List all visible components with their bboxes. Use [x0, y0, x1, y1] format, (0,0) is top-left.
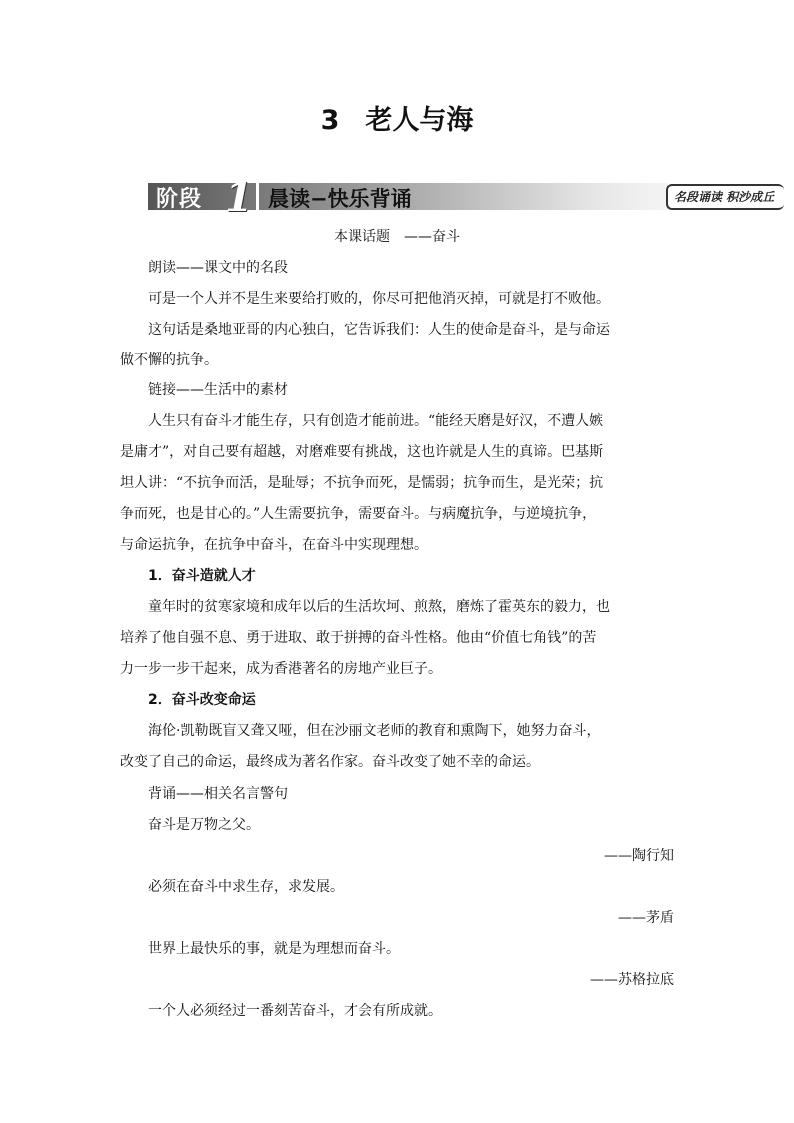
- quote-author: ——陶行知: [604, 848, 674, 864]
- reading-quote: 可是一个人并不是生来要给打败的，你尽可把他消灭掉，可就是打不败他。: [148, 291, 610, 307]
- point1-line: 力一步一步干起来，成为香港著名的房地产业巨子。: [120, 661, 442, 677]
- link-line: 人生只有奋斗才能生存，只有创造才能前进。“能经天磨是好汉，不遭人嫉: [148, 413, 604, 429]
- link-line: 与命运抗争，在抗争中奋斗，在奋斗中实现理想。: [120, 537, 428, 553]
- stage-number: 1: [225, 180, 253, 212]
- link-line: 是庸才”，对自己要有超越，对磨难要有挑战，这也许就是人生的真谛。巴基斯: [120, 444, 604, 460]
- quote-text: 世界上最快乐的事，就是为理想而奋斗。: [148, 941, 400, 957]
- recite-heading: 背诵——相关名言警句: [148, 786, 288, 802]
- reading-comment-line-1: 这句话是桑地亚哥的内心独白，它告诉我们：人生的使命是奋斗，是与命运: [148, 322, 610, 338]
- lesson-number: 3: [320, 105, 340, 136]
- quote-text: 一个人必须经过一番刻苦奋斗，才会有所成就。: [148, 1003, 442, 1019]
- section-title: 晨读−快乐背诵: [268, 187, 412, 211]
- topic-line: 本课话题 ——奋斗: [334, 229, 460, 245]
- link-line: 争而死，也是甘心的。”人生需要抗争，需要奋斗。与病魔抗争，与逆境抗争，: [120, 506, 597, 522]
- point1-line: 培养了他自强不息、勇于进取、敢于拼搏的奋斗性格。他由“价值七角钱”的苦: [120, 630, 597, 646]
- point1-heading: 1．奋斗造就人才: [148, 568, 256, 584]
- point2-line: 改变了自己的命运，最终成为著名作家。奋斗改变了她不幸的命运。: [120, 754, 540, 770]
- banner-divider: [256, 183, 259, 210]
- quote-text: 必须在奋斗中求生存，求发展。: [148, 879, 344, 895]
- link-line: 坦人讲：“不抗争而活，是耻辱；不抗争而死，是懦弱；抗争而生，是光荣；抗: [120, 475, 604, 491]
- lesson-title: [0, 98, 794, 137]
- reading-heading: 朗读——课文中的名段: [148, 260, 288, 276]
- section-tag: 名段诵读 积沙成丘: [666, 184, 784, 210]
- lesson-title-text: 老人与海: [365, 105, 474, 136]
- point1-line: 童年时的贫寒家境和成年以后的生活坎坷、煎熬，磨炼了霍英东的毅力，也: [148, 599, 610, 615]
- point2-heading: 2．奋斗改变命运: [148, 692, 256, 708]
- stage-label: 阶段: [156, 187, 203, 212]
- quote-author: ——茅盾: [618, 910, 674, 926]
- link-heading: 链接——生活中的素材: [148, 382, 288, 398]
- point2-line: 海伦·凯勒既盲又聋又哑，但在沙丽文老师的教育和熏陶下，她努力奋斗，: [148, 723, 601, 739]
- quote-author: ——苏格拉底: [590, 972, 674, 988]
- reading-comment-line-2: 做不懈的抗争。: [120, 352, 218, 368]
- quote-text: 奋斗是万物之父。: [148, 817, 260, 833]
- section-banner: [148, 180, 794, 212]
